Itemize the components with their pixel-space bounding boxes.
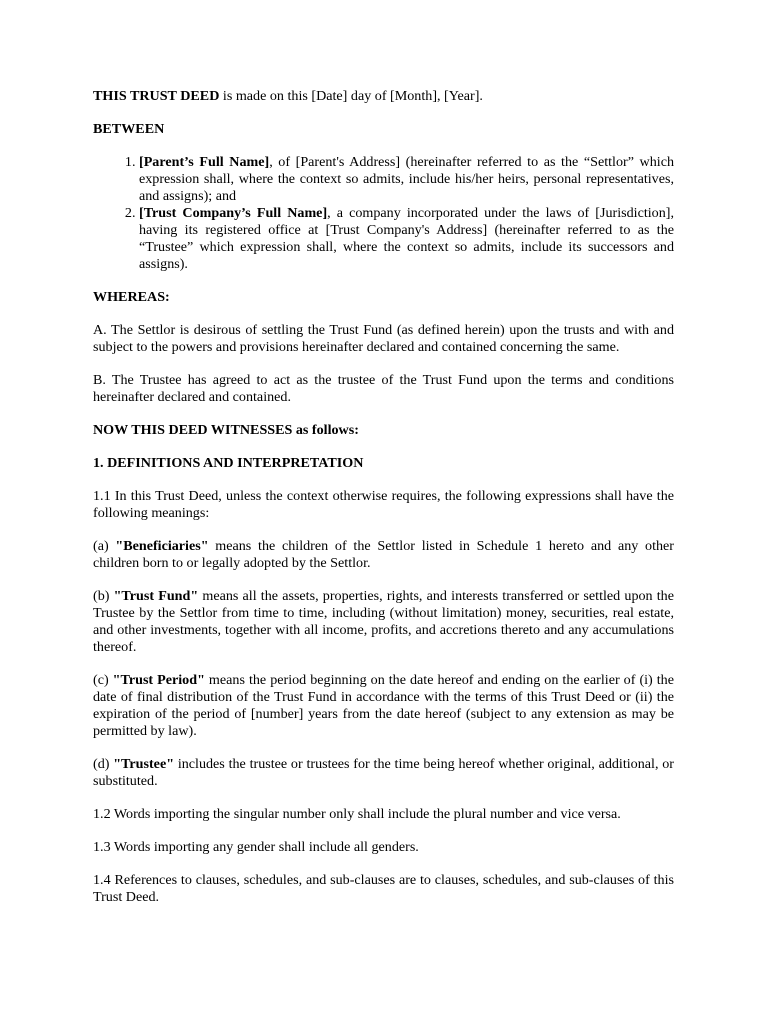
definition-text: means the period beginning on the date hereof and ending on the earlier of (i) the date of final distribution of the Trust Fund in accordance with the terms of this Trust Deed or (ii) the expiration of the period of [number] years from the date hereof (subject to any extension as may be permitted by law).	[93, 672, 674, 739]
definition-term: "Beneficiaries"	[115, 538, 209, 554]
intro-lead: THIS TRUST DEED	[93, 88, 220, 104]
definition-beneficiaries	[93, 538, 674, 572]
definition-text: means the children of the Settlor listed in Schedule 1 hereto and any other children born to or legally adopted by the Settlor.	[93, 538, 674, 571]
definition-prefix: (c)	[93, 672, 113, 688]
definition-text: includes the trustee or trustees for the time being hereof whether original, additional, or substituted.	[93, 756, 674, 789]
definition-term: "Trustee"	[113, 756, 175, 772]
definition-prefix: (b)	[93, 588, 114, 604]
definition-prefix: (d)	[93, 756, 114, 772]
witnesses-heading: NOW THIS DEED WITNESSES as follows:	[93, 422, 359, 438]
parties-list	[93, 154, 674, 273]
between-heading: BETWEEN	[93, 121, 165, 137]
document-page	[93, 88, 674, 922]
party-name: [Parent’s Full Name]	[139, 154, 270, 170]
recital-a: A. The Settlor is desirous of settling the Trust Fund (as defined herein) upon the trusts and with and subject to the powers and provisions hereinafter declared and contained concerning the same.	[93, 322, 674, 355]
party-item-trustee	[139, 205, 674, 273]
definition-text: means all the assets, properties, rights, and interests transferred or settled upon the Trustee by the Settlor from time to time, including (without limitation) money, securities, real estate, and other investments, together with all income, profits, and accretions thereto and any accumulations thereof.	[93, 588, 674, 655]
party-item-settlor	[139, 154, 674, 205]
clause-1-1: 1.1 In this Trust Deed, unless the context otherwise requires, the following expressions shall have the following meanings:	[93, 488, 674, 521]
definition-prefix: (a)	[93, 538, 116, 554]
definition-term: "Trust Fund"	[113, 588, 199, 604]
recital-b: B. The Trustee has agreed to act as the trustee of the Trust Fund upon the terms and conditions hereinafter declared and contained.	[93, 372, 674, 405]
clause-1-2: 1.2 Words importing the singular number only shall include the plural number and vice versa.	[93, 806, 621, 822]
section-1-heading: 1. DEFINITIONS AND INTERPRETATION	[93, 455, 364, 471]
party-text: , of [Parent's Address] (hereinafter referred to as the “Settlor” which expression shall, where the context so admits, include his/her heirs, personal representatives, and assigns); and	[139, 154, 674, 204]
whereas-heading: WHEREAS:	[93, 289, 170, 305]
clause-1-3: 1.3 Words importing any gender shall include all genders.	[93, 839, 419, 855]
definition-term: "Trust Period"	[112, 672, 205, 688]
definition-trust-period	[93, 672, 674, 740]
definition-trustee	[93, 756, 674, 790]
party-name: [Trust Company’s Full Name]	[139, 205, 328, 221]
intro-text: is made on this [Date] day of [Month], [Year].	[219, 88, 483, 104]
definition-trust-fund	[93, 588, 674, 656]
clause-1-4: 1.4 References to clauses, schedules, and sub-clauses are to clauses, schedules, and sub-clauses of this Trust Deed.	[93, 872, 674, 905]
intro-paragraph	[93, 88, 674, 105]
party-text: , a company incorporated under the laws of [Jurisdiction], having its registered office at [Trust Company's Address] (hereinafter referred to as the “Trustee” which expression shall, where the context so admits, include its successors and assigns).	[139, 205, 674, 272]
